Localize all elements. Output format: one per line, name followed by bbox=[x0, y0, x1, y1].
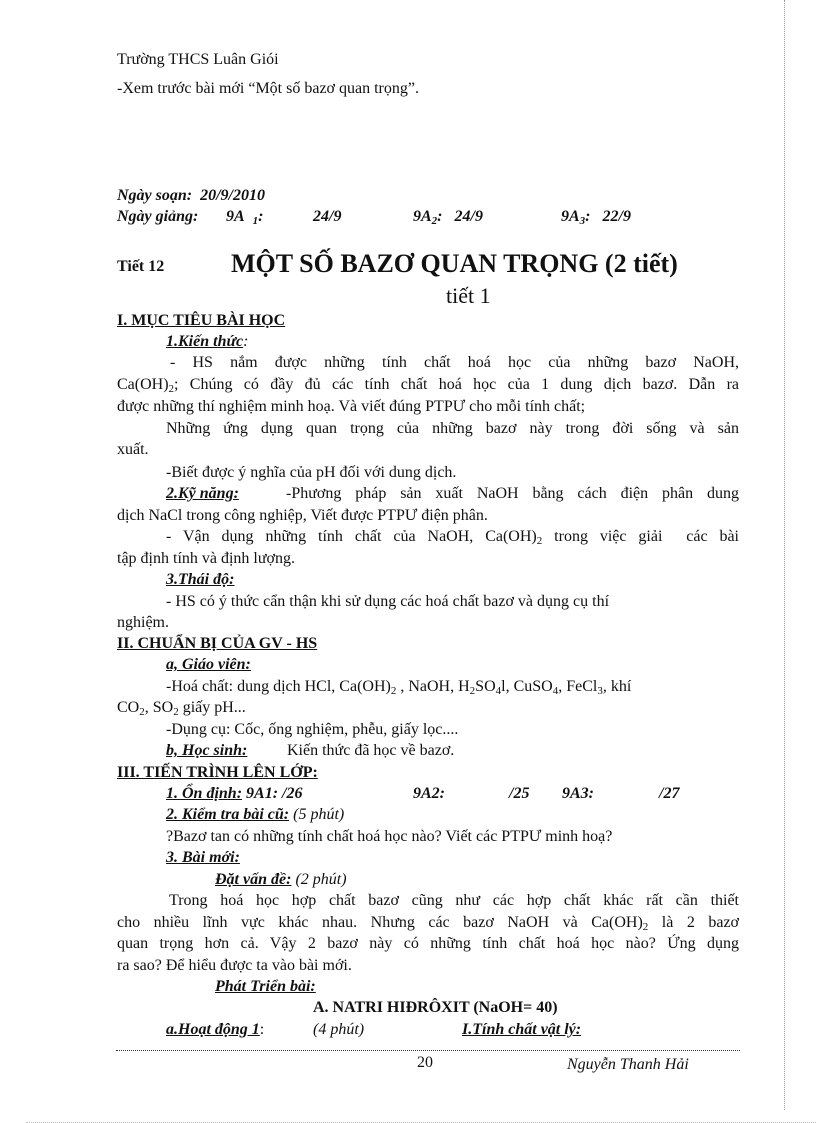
footer-divider bbox=[116, 1050, 740, 1051]
attitude-label: 3.Thái độ: bbox=[166, 571, 235, 588]
student-text: Kiến thức đã học về bazơ. bbox=[287, 742, 455, 759]
chem-sub-2: 2 bbox=[469, 685, 476, 697]
chem2-text-1: CO bbox=[117, 699, 140, 716]
intro-text-2: cho nhiều lĩnh vực khác nhau. Nhưng các bazơ NaOH và Ca(OH) bbox=[117, 914, 643, 931]
knowledge-text-1a: - HS nắm được những tính chất hoá học của những bazơ NaOH, bbox=[170, 354, 739, 371]
knowledge-sub: 2 bbox=[168, 383, 175, 395]
chem2-sub-1: 2 bbox=[139, 706, 145, 718]
class-1-date bbox=[226, 207, 264, 227]
knowledge-text-1c: ; Chúng có đầy đủ các tính chất hoá học của 1 dung dịch bazơ. Dẫn ra bbox=[174, 376, 739, 393]
intro-text-1: Trong hoá học hợp chất bazơ cũng như các hợp chất khác rất cần thiết bbox=[169, 892, 739, 909]
skill-line-4: tập định tính và định lượng. bbox=[117, 550, 296, 567]
skill-sub: 2 bbox=[536, 535, 543, 547]
new-lesson-label: 3. Bài mới: bbox=[166, 849, 240, 866]
knowledge-text-2a: Những ứng dụng quan trọng của những bazơ này trong đời sống và sản bbox=[166, 420, 739, 437]
preview-note: -Xem trước bài mới “Một số bazơ quan trọng”. bbox=[117, 80, 419, 97]
class-2-date bbox=[413, 207, 483, 227]
development-label: Phát Triển bài: bbox=[215, 978, 316, 995]
check-line bbox=[166, 805, 344, 825]
knowledge-colon: : bbox=[243, 333, 249, 350]
attitude-line-2: nghiệm. bbox=[117, 614, 169, 631]
class-3-sub: 3 bbox=[579, 215, 586, 227]
knowledge-line-4 bbox=[117, 419, 739, 439]
class-1-colon: : bbox=[258, 208, 264, 225]
prep-date-line bbox=[117, 186, 265, 206]
chem2-text-2: , SO bbox=[144, 699, 174, 716]
skill-line-3 bbox=[166, 527, 739, 547]
stable-9a2: 9A2: bbox=[413, 785, 445, 802]
author-name: Nguyễn Thanh Hải bbox=[567, 1056, 689, 1073]
stable-9a2-count: /25 bbox=[509, 785, 530, 802]
activity-1 bbox=[166, 1020, 264, 1040]
lesson-title: MỘT SỐ BAZƠ QUAN TRỌNG (2 tiết) bbox=[231, 249, 678, 278]
chem-text-4: l, CuSO bbox=[501, 678, 553, 695]
check-label: 2. Kiểm tra bài cũ: bbox=[166, 806, 290, 823]
lesson-number: Tiết 12 bbox=[117, 258, 165, 275]
class-3-date bbox=[561, 207, 631, 227]
knowledge-line-5: xuất. bbox=[117, 441, 149, 458]
section-2-heading: II. CHUẨN BỊ CỦA GV - HS bbox=[117, 635, 318, 652]
intro-label: Đặt vấn đề: bbox=[215, 871, 292, 888]
chem-sub-4: 4 bbox=[552, 685, 559, 697]
prep-date-label: Ngày soạn: bbox=[117, 187, 193, 204]
chem-text-1: -Hoá chất: dung dịch HCl, Ca(OH) bbox=[166, 678, 391, 695]
class-1-name: 9A bbox=[226, 208, 245, 225]
intro-text-2b: là 2 bazơ bbox=[648, 914, 740, 931]
stable-9a3: 9A3: bbox=[562, 785, 594, 802]
class-2-day: : 24/9 bbox=[437, 208, 483, 225]
right-margin-rule bbox=[784, 0, 785, 1110]
intro-line bbox=[215, 870, 347, 890]
prep-date-value: 20/9/2010 bbox=[200, 187, 265, 204]
knowledge-line-1 bbox=[117, 353, 739, 373]
chemicals-line-1 bbox=[166, 677, 631, 697]
skill-line-2: dịch NaCl trong công nghiệp, Viết được PTPƯ điện phân. bbox=[117, 507, 488, 524]
knowledge-label-text: 1.Kiến thức bbox=[166, 333, 244, 350]
class-3-day: : 22/9 bbox=[585, 208, 631, 225]
knowledge-text-1b: Ca(OH) bbox=[117, 376, 169, 393]
teacher-label: a, Giáo viên: bbox=[166, 656, 251, 673]
stable-9a3-count: /27 bbox=[659, 785, 680, 802]
activity-label: a.Hoạt động 1 bbox=[166, 1021, 260, 1038]
student-label: b, Học sinh: bbox=[166, 742, 248, 759]
skill-label: 2.Kỹ năng: bbox=[166, 485, 239, 502]
skill-text-3b: trong việc giải các bài bbox=[542, 528, 740, 545]
stable-line bbox=[166, 784, 302, 804]
section-3-heading: III. TIẾN TRÌNH LÊN LỚP: bbox=[117, 764, 318, 781]
lesson-subtitle: tiết 1 bbox=[446, 283, 491, 308]
intro-sub: 2 bbox=[642, 921, 649, 933]
class-2-name: 9A bbox=[413, 208, 432, 225]
skill-text-3a: - Vận dụng những tính chất của NaOH, Ca(OH) bbox=[166, 528, 537, 545]
chem-sub-5: 3 bbox=[597, 685, 603, 697]
chem-text-6: , khí bbox=[602, 678, 632, 695]
chem-text-2: , NaOH, H bbox=[396, 678, 470, 695]
chem2-sub-2: 2 bbox=[173, 706, 179, 718]
activity-time: (4 phút) bbox=[313, 1021, 365, 1038]
knowledge-line-3: được những thí nghiệm minh hoạ. Và viết đúng PTPƯ cho mỗi tính chất; bbox=[117, 398, 586, 415]
activity-colon: : bbox=[259, 1021, 265, 1038]
check-time: (5 phút) bbox=[293, 806, 345, 823]
attitude-line-1: - HS có ý thức cẩn thận khi sử dụng các hoá chất bazơ và dụng cụ thí bbox=[166, 593, 610, 610]
chem-sub-3: 4 bbox=[495, 685, 502, 697]
teach-date-label: Ngày giảng: bbox=[117, 208, 199, 225]
intro-para-1 bbox=[117, 891, 739, 911]
check-question: ?Bazơ tan có những tính chất hoá học nào? Viết các PTPƯ minh hoạ? bbox=[166, 828, 613, 845]
stable-9a1: 9A1: /26 bbox=[246, 785, 303, 802]
knowledge-line-6: -Biết được ý nghĩa của pH đối với dung dịch. bbox=[166, 464, 457, 481]
class-2-sub: 2 bbox=[431, 215, 438, 227]
stable-label: 1. Ổn định: bbox=[166, 785, 243, 802]
intro-para-3: quan trọng hơn cả. Vậy 2 bazơ này có những tính chất hoá học nào? Ứng dụng bbox=[117, 935, 739, 952]
chem2-text-3: giấy pH... bbox=[178, 699, 246, 716]
tools-line: -Dụng cụ: Cốc, ống nghiệm, phễu, giấy lọc.... bbox=[166, 721, 459, 738]
chem-text-5: , FeCl bbox=[558, 678, 598, 695]
school-name: Trường THCS Luân Giói bbox=[117, 51, 279, 68]
intro-time: (2 phút) bbox=[295, 871, 347, 888]
chemicals-line-2 bbox=[117, 698, 246, 718]
class-1-sub: 1 bbox=[252, 215, 259, 227]
physical-properties-label: I.Tính chất vật lý: bbox=[462, 1021, 582, 1038]
knowledge-line-2 bbox=[117, 375, 739, 395]
class-1-day: 24/9 bbox=[313, 208, 342, 225]
chem-text-3: SO bbox=[475, 678, 496, 695]
chem-sub-1: 2 bbox=[390, 685, 397, 697]
page-number: 20 bbox=[417, 1054, 433, 1071]
section-1-heading: I. MỤC TIÊU BÀI HỌC bbox=[117, 312, 286, 329]
class-3-name: 9A bbox=[561, 208, 580, 225]
skill-line-1: -Phương pháp sản xuất NaOH bằng cách điện phân dung bbox=[286, 485, 739, 502]
intro-para-4: ra sao? Để hiểu được ta vào bài mới. bbox=[117, 957, 352, 974]
intro-para-2 bbox=[117, 913, 739, 933]
part-a-heading: A. NATRI HIĐRÔXIT (NaOH= 40) bbox=[313, 999, 558, 1016]
knowledge-label bbox=[166, 332, 248, 352]
